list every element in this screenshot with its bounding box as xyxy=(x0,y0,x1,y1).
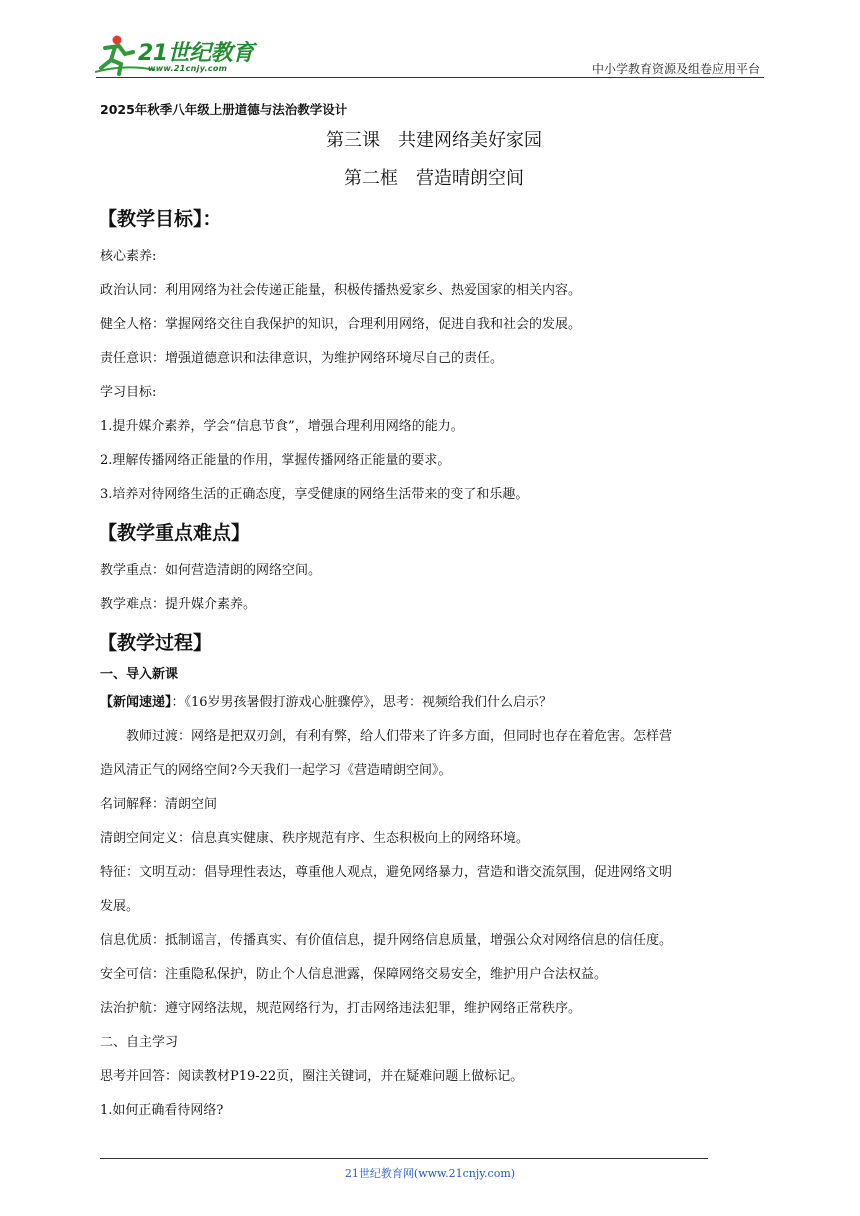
think-line: 思考并回答：阅读教材P19-22页，圈注关键词，并在疑难问题上做标记。 xyxy=(100,1069,524,1084)
logo-text: 21世纪教育 xyxy=(138,41,254,66)
question-1: 1.如何正确看待网络? xyxy=(100,1103,224,1118)
safety-line: 安全可信：注重隐私保护，防止个人信息泄露，保障网络交易安全，维护用户合法权益。 xyxy=(100,967,608,982)
news-text: ：《16岁男孩暑假打游戏心脏骤停》，思考：视频给我们什么启示？ xyxy=(171,695,553,710)
learn-item: 1.提升媒介素养，学会“信息节食”，增强合理利用网络的能力。 xyxy=(100,419,464,434)
learn-label: 学习目标: xyxy=(100,385,157,400)
term-line: 名词解释：清朗空间 xyxy=(100,797,218,812)
lesson-title: 第三课 共建网络美好家园 xyxy=(326,130,542,151)
goal-item: 责任意识：增强道德意识和法律意识，为维护网络环境尽自己的责任。 xyxy=(100,351,504,366)
core-label: 核心素养: xyxy=(100,249,157,264)
quality-line: 信息优质：抵制谣言，传播真实、有价值信息，提升网络信息质量，增强公众对网络信息的信任度。 xyxy=(100,933,673,948)
news-line xyxy=(100,686,768,720)
news-label: 【新闻速递】 xyxy=(100,695,172,710)
definition-line: 清朗空间定义：信息真实健康、秩序规范有序、生态积极向上的网络环境。 xyxy=(100,831,530,846)
course-line: 2025年秋季八年级上册道德与法治教学设计 xyxy=(100,102,348,117)
goal-item: 政治认同：利用网络为社会传递正能量，积极传播热爱家乡、热爱国家的相关内容。 xyxy=(100,283,582,298)
feature-line: 发展。 xyxy=(100,899,140,914)
logo-url: www.21cnjy.com xyxy=(148,64,228,73)
process-heading: 【教学过程】 xyxy=(98,632,213,654)
feature-line: 特征：文明互动：倡导理性表达，尊重他人观点，避免网络暴力，营造和谐交流氛围，促进网络文明 xyxy=(100,865,673,880)
part2-heading: 二、自主学习 xyxy=(100,1035,179,1050)
key-heading: 【教学重点难点】 xyxy=(98,522,251,544)
transition-line: 造风清正气的网络空间?今天我们一起学习《营造晴朗空间》。 xyxy=(100,763,452,778)
header-divider xyxy=(96,77,764,78)
part1-heading: 一、导入新课 xyxy=(100,667,179,682)
key-focus: 教学重点：如何营造清朗的网络空间。 xyxy=(100,563,322,578)
document-body xyxy=(100,98,768,1128)
transition-line: 教师过渡：网络是把双刃剑，有利有弊，给人们带来了许多方面，但同时也存在着危害。怎样营 xyxy=(126,729,673,744)
footer-divider xyxy=(100,1158,708,1159)
key-difficulty: 教学难点：提升媒介素养。 xyxy=(100,597,257,612)
goal-item: 健全人格：掌握网络交往自我保护的知识，合理利用网络，促进自我和社会的发展。 xyxy=(100,317,582,332)
platform-name: 中小学教育资源及组卷应用平台 xyxy=(591,62,760,76)
law-line: 法治护航：遵守网络法规，规范网络行为，打击网络违法犯罪，维护网络正常秩序。 xyxy=(100,1001,582,1016)
footer-link[interactable]: 21世纪教育网(www.21cnjy.com) xyxy=(344,1167,516,1180)
section-title: 第二框 营造晴朗空间 xyxy=(344,168,524,189)
learn-item: 3.培养对待网络生活的正确态度，享受健康的网络生活带来的变了和乐趣。 xyxy=(100,487,529,502)
goals-heading: 【教学目标】： xyxy=(98,208,222,230)
learn-item: 2.理解传播网络正能量的作用，掌握传播网络正能量的要求。 xyxy=(100,453,451,468)
page-header xyxy=(0,0,860,90)
